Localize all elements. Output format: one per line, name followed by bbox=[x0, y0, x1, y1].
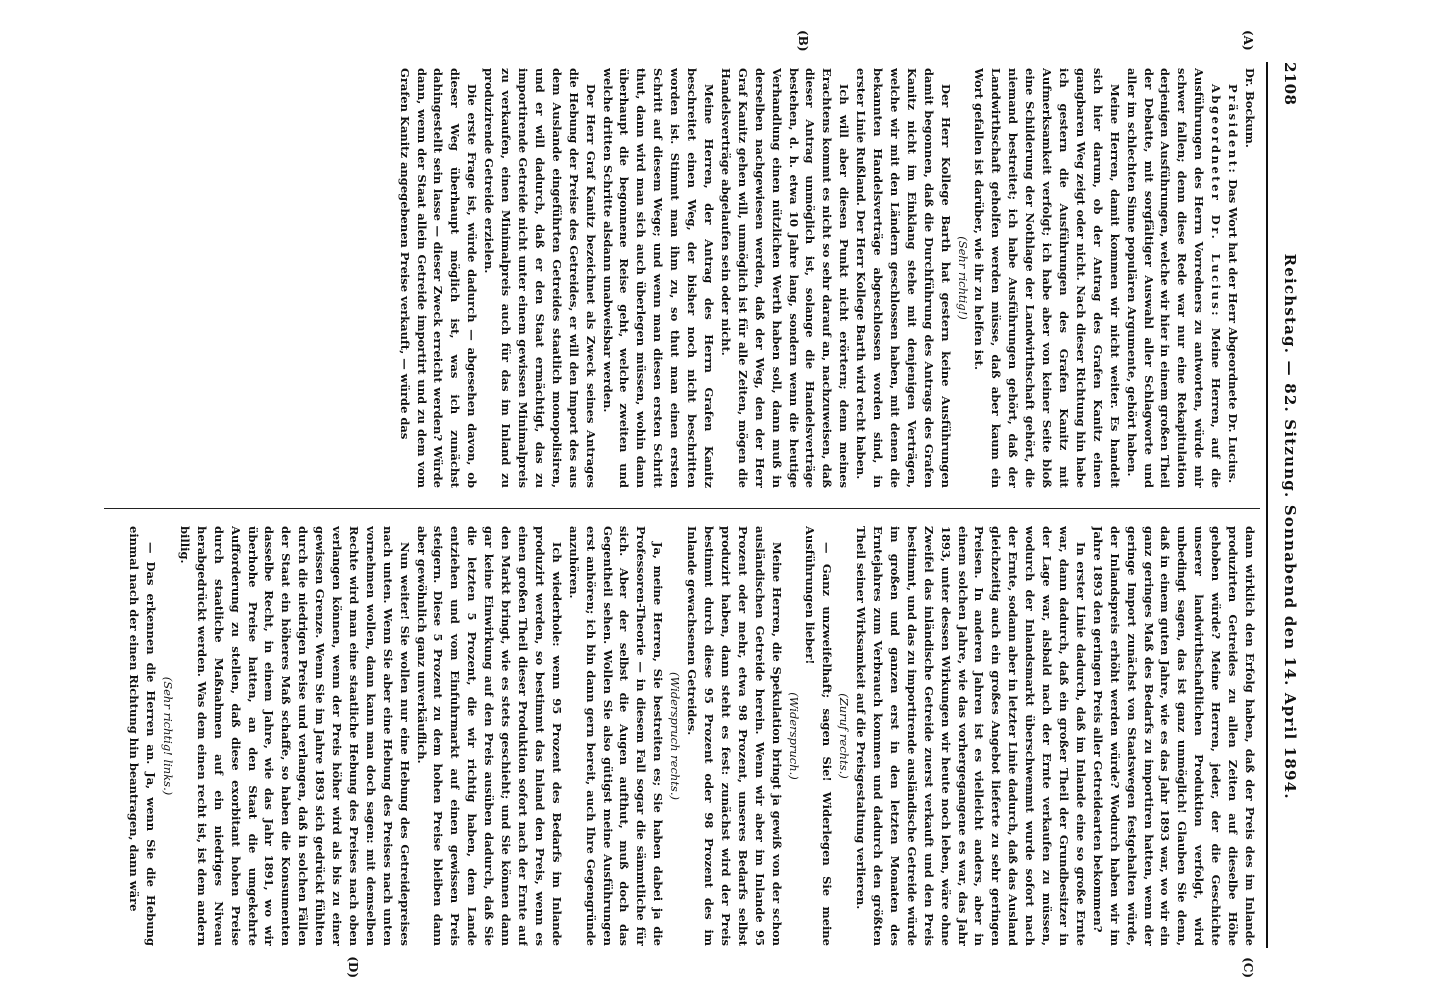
paragraph: Ich wiederhole: wenn 95 Prozent des Bedarfs im Inlande produzirt werden, so bestimmt das Inland den Preis, wenn es einen großen Theil dieser Produktion sofort nach der Ernte auf den Markt bringt, wie es stets geschieht; und Sie können dann gar keine Einwirkung auf den Preis ausüben dadurch, daß Sie die letzten 5 Prozent, die wir richtig haben, dem Lande entziehen und vom Einfuhrmarkt auf einen gewissen Preis steigern. Diese 5 Prozent zu dem hohen Preise bleiben dann aber gewöhnlich ganz unverkäuflich. bbox=[414, 526, 564, 946]
speaker-label: Abgeordneter Dr. Lucius: bbox=[1209, 84, 1224, 319]
paragraph: Nun weiter! Sie wollen nur eine Hebung des Getreidepreises nach unten. Wenn Sie aber eine Hebung des Preises nach unten vornehmen wollen, dann kann man doch sagen: mit demselben Rechte wird man eine staatliche Hebung des Preises nach oben verlangen können, wenn der Preis höher wird als bis zu einer gewissen Grenze. Wenn Sie im Jahre 1893 sich gedrückt fühlten durch die niedrigen Preise und verlangen, daß in solchen Fällen der Staat ein höheres Maß schaffe, so haben die Konsumenten dasselbe Recht, in einem Jahre, wie das Jahr 1891, wo wir überhohe Preise hatten, an den Staat die umgekehrte Aufforderung zu stellen, daß diese exorbitant hohen Preise durch staatliche Maßnahmen auf ein niedriges Niveau herabgedrückt werden. Was dem einen recht ist, ist dem andern billig. bbox=[177, 526, 412, 946]
page-header bbox=[1268, 62, 1312, 948]
left-column bbox=[108, 68, 1258, 488]
interjection: (Sehr richtig! links.) bbox=[161, 676, 175, 796]
right-column bbox=[108, 526, 1258, 946]
paragraph: In erster Linie dadurch, daß im Inlande eine so große Ernte war, dann dadurch, daß ein großer Theil der Grundbesitzer in der Lage war, alsbald nach der Ernte verkaufen zu müssen, wodurch der Inlandsmarkt überschwemmt wurde sofort nach der Ernte, sodann aber in letzter Linie dadurch, daß das Ausland gleichzeitig auch ein großes Angebot lieferte zu sehr geringen Preisen. In anderen Jahren ist es vielleicht anders, aber in einem solchen Jahre, wie das vorhergegangene es war, das Jahr 1893, unter dessen Wirkungen wir heute noch leben, wäre ohne Zweifel das inländische Getreide zuerst verkauft und den Preis bestimmt, und das zu importirende ausländische Getreide würde im großen und ganzen erst in den letzten Monaten des Erntejahres zum Verbrauch kommen und dadurch den größten Theil seiner Wirksamkeit auf die Preisgestaltung verlieren. bbox=[854, 526, 1088, 946]
paragraph: Ja, meine Herren, Sie bestreiten es; Sie haben dabei ja die Professoren-Theorie — in diesem Fall sogar die sämmtliche für sich. Aber der selbst die Augen aufthut, muß doch das Gegentheil sehen. Wollen Sie also gütigst meine Ausführungen erst anhören; ich bin dann gern bereit, auch Ihre Gegengründe anzuhören. bbox=[566, 526, 666, 946]
speaker-paragraph bbox=[1123, 68, 1224, 488]
paragraph: dann wirklich den Erfolg haben, daß der Preis des im Inlande produzirten Getreides zu allen Zeiten auf dieselbe Höhe gehoben würde? Meine Herren, jeder, der die Geschichte unserer landwirthschaftlichen Produktion verfolgt, wird unbedingt sagen, das ist ganz unmöglich! Glauben Sie denn, daß in einem guten Jahre, wie es das Jahr 1893 war, wo wir ein ganz geringes Maß des Bedarfs zu importiren hatten, wenn der geringe Import zunächst von Staatswegen festgehalten würde, der Inlandspreis erhöht werden würde? Wodurch haben wir im Jahre 1893 den geringen Preis aller Getreidearten bekommen? bbox=[1090, 526, 1257, 946]
paragraph: Der Herr Kollege Barth hat gestern keine Ausführungen damit begonnen, daß die Durchführung des Antrags des Grafen Kanitz nicht im Einklang stehe mit denjenigen Verträgen, welche wir mit den Ländern geschlossen haben, mit denen die bekannten Handelsverträge abgeschlossen worden sind, in erster Linie Rußland. Der Herr Kollege Barth wird recht haben. bbox=[854, 68, 953, 488]
paragraph: — Das erkennen die Herren an. Ja, wenn Sie die Hebung einmal nach der einen Richtung hin beantragen, dann wäre bbox=[127, 526, 159, 946]
interjection: (Sehr richtig!) bbox=[955, 236, 970, 320]
column-divider bbox=[104, 508, 1260, 509]
paragraph: — Ganz unzweifelhaft; sagen Sie! Widerlegen Sie meine Ausführungen lieber! bbox=[803, 526, 835, 946]
interjection: (Widerspruch.) bbox=[786, 692, 801, 780]
margin-mark-c: (C) bbox=[1241, 957, 1255, 978]
president-label: Präsident: bbox=[1226, 84, 1241, 176]
paragraph: Ich will aber diesen Punkt nicht erörtern; denn meines Erachtens kommt es nicht so sehr darauf an, nachzuweisen, daß dieser Antrag unmöglich ist, solange die Handelsverträge bestehen, d. h. etwa 10 Jahre lang, sondern wenn die heutige Verhandlung einen nützlichen Werth haben soll, dann muß in derselben nachgewiesen werden, daß der Weg, den der Herr Graf Kanitz gehen will, unmöglich ist für alle Zeiten, mögen die Handelsverträge abgelaufen sein oder nicht. bbox=[718, 68, 852, 488]
header-rule bbox=[1266, 62, 1268, 948]
paragraph: Meine Herren, die Spekulation bringt ja gewiß von der schon ausländischen Getreide herein. Wenn wir aber im Inlande 95 Prozent oder mehr, etwa 98 Prozent, unseres Bedarfs selbst produzirt haben, dann steht es fest: zunächst wird der Preis bestimmt durch diese 95 Prozent oder 98 Prozent des im Inlande gewachsenen Getreides. bbox=[685, 526, 784, 946]
lead-line: Dr. Bockum. bbox=[1243, 68, 1257, 148]
paragraph: Die erste Frage ist, würde dadurch — abgesehen davon, ob dieser Weg überhaupt möglich ist, was ich zunächst dahingestellt sein lasse — dieser Zweck erreicht werden? Würde dann, wenn der Staat allein Getreide importirt und zu dem vom Grafen Kanitz angegebenen Preise verkauft, — würde das bbox=[397, 68, 480, 488]
margin-mark-b: (B) bbox=[796, 30, 810, 52]
speaker-text: Meine Herren, auf die Ausführungen des Herrn Vorredners zu antworten, würde mir schwer fallen; denn diese Rede war nur eine Rekapitulation derjenigen Ausführungen, welche wir hier in einem großen Theil der Debatte, mit sorgfältiger Auswahl aller Schlagworte und aller im schlechten Sinne populären Argumente, gehört haben. bbox=[1124, 68, 1224, 488]
running-head: Reichstag. — 82. Sitzung. Sonnabend den 14. April 1894. bbox=[1281, 253, 1299, 800]
interjection: (Zuruf rechts.) bbox=[837, 693, 852, 779]
paragraph: Der Herr Graf Kanitz bezeichnet als Zweck seines Antrages die Hebung der Preise des Getreides, er will den Import des aus dem Auslande eingeführten Getreides staatlich monopolisiren, und er will dadurch, daß er den Staat ermächtigt, das zu importirende Getreide nicht unter einem gewissen Minimalpreis zu verkaufen, einen Minimalpreis auch für das im Inland zu produzirende Getreide erzielen. bbox=[482, 68, 598, 488]
president-paragraph bbox=[1224, 68, 1241, 488]
paragraph: Meine Herren, damit kommen wir nicht weiter. Es handelt sich hier darum, ob der Antrag des Grafen Kanitz einen gangbaren Weg zeigt oder nicht. Nach dieser Richtung hin habe ich gestern die Ausführungen des Grafen Kanitz mit Aufmerksamkeit verfolgt; ich habe aber von keiner Seite bloß eine Schilderung der Nothlage der Landwirthschaft gehört, die niemand bestreitet; ich habe Ausführungen gehört, daß der Landwirthschaft geholfen werden müsse, daß aber kaum ein Wort gefallen ist darüber, wie ihr zu helfen ist. bbox=[972, 68, 1122, 488]
margin-mark-d: (D) bbox=[346, 956, 360, 978]
interjection: (Widerspruch rechts.) bbox=[668, 672, 683, 800]
paragraph: Meine Herren, der Antrag des Herrn Grafen Kanitz beschreitet einen Weg, der bisher noch nicht beschritten worden ist. Stimmt man ihm zu, so thut man einen ersten Schritt auf diesem Wege; und wenn man diesen ersten Schritt thut, dann wird man sich auch überlegen müssen, wohin dann überhaupt die begonnene Reise geht, welche zweiten und welche dritten Schritte alsdann unabweisbar werden. bbox=[600, 68, 716, 488]
margin-mark-a: (A) bbox=[1241, 30, 1255, 51]
page-number: 2108 bbox=[1281, 62, 1299, 106]
president-text: Das Wort hat der Herr Abgeordnete Dr. Lucius. bbox=[1226, 179, 1241, 484]
